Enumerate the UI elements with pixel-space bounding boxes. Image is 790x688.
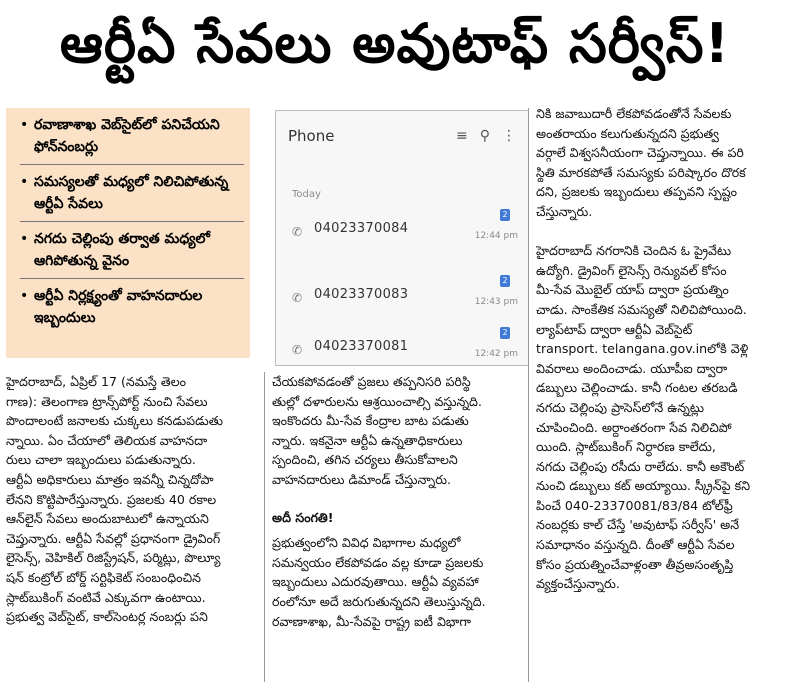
search-icon: ⚲ [479,128,490,144]
text-line: లేనని కొట్టిపారేస్తున్నారు. ప్రజలకు 40 రకాల [6,491,217,507]
call-time: 12:44 pm [474,231,518,241]
bullet-icon: • [20,288,29,304]
text-line: వర్గాలే విశ్వసనీయంగా చెప్తున్నాయి. ఈ పరి [536,145,744,161]
subheading: అదీ సంగతి! [272,509,334,525]
bullet-icon: • [20,231,29,247]
article-column-2 [272,372,522,631]
sim-icon: 2 [500,209,510,221]
headline: ఆర్టీఏ సేవలు అవుటాఫ్‌ సర్వీస్‌! [59,11,731,75]
text-line: మీ-సేవ మొబైల్ యాప్ ద్వారా ప్రయత్నిం [536,282,729,298]
text-line: నగదు చెల్లింపు ప్రాసెస్‌లోనే ఉన్నట్లు [536,399,704,415]
text-line: దని, ప్రజలకు ఇబ్బందులు తప్పవని స్పష్టం [536,184,737,200]
filter-icon: ≡ [456,128,468,144]
phone-icon: ✆ [292,343,303,357]
text-line: రంలోనూ అదే జరుగుతున్నదని తెలుస్తున్నది. [272,593,486,609]
text-line: ఆర్టీఏ అధికారులు మాత్రం ఇవన్నీ చిన్నదోపా [6,471,214,487]
text-line: పొందాలంటే జనాలకు చుక్కలు కనడుపడుతు [6,413,223,429]
text-line: నంబర్లకు కాల్ చేస్తే 'అవుటాఫ్ సర్వీస్' అనే [536,517,740,533]
phone-icon: ✆ [292,291,303,305]
text-line: నగదు చెల్లింపు రసీదు రాలేదు. కానీ అకౌంట్ [536,458,745,474]
call-log-row [276,207,528,263]
text-line: డబ్బులు చెల్లించాడు. కానీ గంటల తరబడి [536,380,738,396]
text-line: ప్రభుత్వ వెబ్‌సైట్, కాల్‌సెంటర్ల నంబర్లు పని [6,609,208,625]
call-log-row [276,273,528,329]
paragraph-gap [536,222,786,242]
text-line: నుంచి డబ్బులు కట్ అయ్యాయి. స్క్రీన్‌పై కని [536,478,751,494]
text-line: ప్రభుత్వంలోని వివిధ విభాగాల మధ్యలో [272,535,461,551]
highlight-divider [20,221,244,222]
bullet-icon: • [20,117,29,133]
call-number: 04023370083 [314,287,409,302]
text-line: స్థితి మారకపోతే సమస్యకు పరిష్కారం దొరక [536,164,746,180]
text-line: తుల్లో దళారులను ఆశ్రయించాల్సి వస్తున్నది. [272,393,482,409]
text-line: స్పందించి, తగిన చర్యలు తీసుకోవాలని [272,452,458,468]
call-time: 12:42 pm [474,349,518,359]
highlight-item [20,114,244,158]
text-line: ఆన్‌లైన్ సేవలు అందుబాటులో ఉన్నాయని [6,511,209,527]
call-time: 12:43 pm [474,297,518,307]
highlight-divider [20,278,244,279]
phone-title: Phone [288,127,335,145]
text-line: చెప్తున్నారు. ఆర్టీఏ సేవల్లో ప్రధానంగా డ్రైవింగ్ [6,530,221,546]
call-number: 04023370084 [314,221,409,236]
text-line: ఇబ్బందులు ఎదురవుతాయి. ఆర్టీఏ వ్యవహా [272,574,479,590]
text-line: చేయకపోవడంతో ప్రజలు తప్పనిసరి పరిస్థి [272,374,471,389]
text-line: కోసం ప్రయత్నించేవాళ్లంతా తీవ్రఅసంతృప్తి [536,556,734,572]
text-line: హైదరాబాద్, ఏప్రిల్ 17 (నమస్తే తెలం [6,374,187,389]
phone-screenshot [275,110,529,366]
text-line: రవాణాశాఖ, మీ-సేవపై రాష్ట్ర ఐటీ విభాగా [272,613,472,629]
highlight-text: నగదు చెల్లింపు తర్వాత మధ్యలో ఆగిపోతున్న వైనం [34,231,210,269]
highlight-divider [20,164,244,165]
article-column-1 [6,372,258,627]
text-line: న్నారు. ఇకనైనా ఆర్టీఏ ఉన్నతాధికారులు [272,432,463,448]
bullet-icon: • [20,174,29,190]
text-line: చేస్తున్నారు. [536,203,593,219]
text-line: షన్ కంట్రోల్ బోర్డ్ సర్టిఫికెట్ సంబంధించిన [6,569,201,585]
text-line: transport. telangana.gov.inలోకి వెళ్లి [536,341,749,357]
phone-icon: ✆ [292,225,303,239]
text-line: చాడు. సాంకేతిక సమస్యతో నిలిచిపోయింది. [536,301,747,317]
highlight-item [20,285,244,329]
highlight-text: సమస్యలతో మధ్యలో నిలిచిపోతున్న ఆర్టీఏ సేవలు [34,174,229,212]
column-rule [264,372,265,682]
text-line: యింది. స్లాట్‌బుకింగ్ నిర్ధారణ కాలేదు, [536,439,716,455]
text-line: న్నాయి. ఏం చేయాలో తెలియక వాహనదా [6,432,208,448]
text-line: వివరాలు అందించాడు. యూపీఐ ద్వారా [536,360,728,376]
text-line: వాహనదారులు డిమాండ్ చేస్తున్నారు. [272,471,452,487]
article-column-3 [536,104,786,594]
text-line: ల్యాప్‌టాప్ ద్వారా ఆర్టీఏ వెబ్‌సైట్ [536,321,693,337]
text-line: అంతరాయం కలుగుతున్నదని ప్రభుత్వ [536,125,719,141]
text-line: పించే 040-23370081/83/84 టోల్‌ఫ్రీ [536,497,733,513]
text-line: సమన్వయం లేకపోవడం వల్ల కూడా ప్రజలకు [272,554,484,570]
phone-header-icons [456,128,516,144]
call-log-date-header: Today [292,189,321,200]
highlight-item [20,171,244,215]
text-line: గాణ): తెలంగాణ ట్రాన్స్‌పోర్ట్ నుంచి సేవలు [6,393,208,409]
text-line: హైదరాబాద్ నగరానికి చెందిన ఓ ప్రైవేటు [536,243,732,259]
text-line: ఇంకొందరు మీ-సేవ కేంద్రాల బాట పడుతు [272,413,469,429]
call-number: 04023370081 [314,339,409,354]
more-icon: ⋮ [502,128,516,144]
highlights-box [6,108,250,358]
text-line: సమాధానం వస్తున్నది. దీంతో ఆర్టీఏ సేవల [536,537,735,553]
sim-icon: 2 [500,327,510,339]
text-line: లైసెన్స్, వెహికిల్ రిజిస్ట్రేషన్, పర్మిట్లు, పొల్యూ [6,550,221,566]
sim-icon: 2 [500,275,510,287]
text-line: రులు చాలా ఇబ్బందులు పడుతున్నారు. [6,452,196,468]
text-line: ఉద్యోగి. డ్రైవింగ్ లైసెన్స్ రెన్యువల్ కోసం [536,262,727,278]
text-line: చూపించింది. అర్ధాంతరంగా సేవ నిలిచిపో [536,419,732,435]
highlight-text: ఆర్టీఏ నిర్లక్ష్యంతో వాహనదారుల ఇబ్బందులు [34,288,203,326]
text-line: నికి జవాబుదారీ లేకపోవడంతోనే సేవలకు [536,106,732,121]
phone-header [276,111,528,161]
text-line: వ్యక్తంచేస్తున్నారు. [536,576,620,592]
text-line: స్లాట్‌బుకింగ్ వంటివే ఎక్కువగా ఉంటాయి. [6,589,206,605]
highlight-text: రవాణాశాఖ వెబ్‌సైట్‌లో పనిచేయని ఫోన్‌నంబర్లు [34,117,220,155]
column-rule [528,108,529,682]
highlight-item [20,228,244,272]
